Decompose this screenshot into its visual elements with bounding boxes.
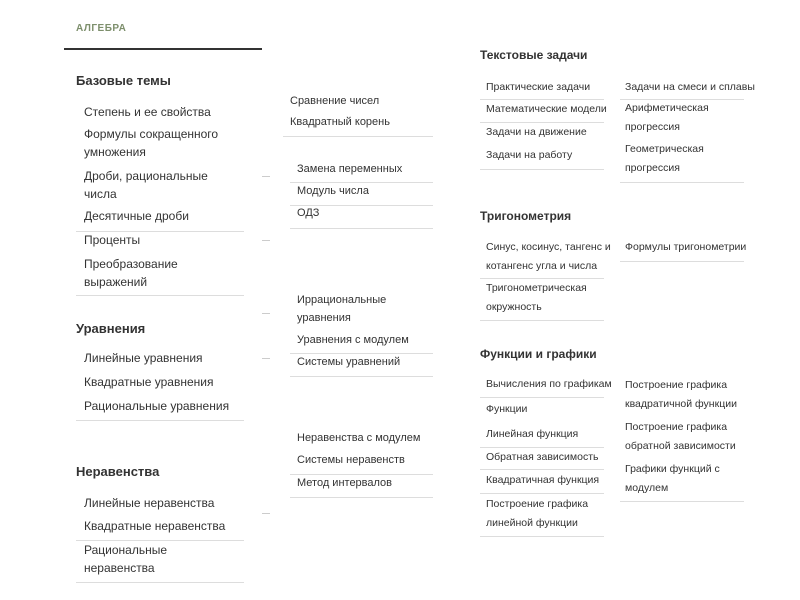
topic-link[interactable]: Сравнение чисел	[290, 95, 380, 107]
topic-link[interactable]: Арифметическая прогрессия	[625, 102, 709, 133]
topic-link[interactable]: Рациональные неравенства	[84, 543, 168, 575]
topic-link[interactable]: Квадратные неравенства	[84, 519, 226, 533]
topic-link[interactable]: Построение графика квадратичной функции	[625, 379, 737, 410]
topic-link[interactable]: Неравенства с модулем	[297, 432, 421, 444]
topic-link[interactable]: Степень и ее свойства	[84, 105, 211, 119]
topic-link[interactable]: Системы неравенств	[297, 454, 405, 466]
topic-link[interactable]: Функции	[486, 403, 528, 415]
topic-link[interactable]: Рациональные уравнения	[84, 399, 230, 413]
dash-mark	[262, 513, 270, 514]
divider	[64, 48, 262, 50]
topic-link[interactable]: Задачи на смеси и сплавы	[625, 81, 755, 93]
topic-link[interactable]: Модуль числа	[297, 185, 369, 197]
topic-link[interactable]: Формулы сокращенного умножения	[84, 127, 219, 159]
topic-link[interactable]: Линейные неравенства	[84, 496, 215, 510]
dash-mark	[262, 240, 270, 241]
section-title-equations: Уравнения	[76, 321, 146, 336]
topic-link[interactable]: Квадратные уравнения	[84, 375, 214, 389]
topic-link[interactable]: Системы уравнений	[297, 356, 401, 368]
divider	[620, 261, 744, 262]
divider	[76, 295, 244, 296]
topic-link[interactable]: Задачи на работу	[486, 149, 573, 161]
topic-link[interactable]: Линейная функция	[486, 428, 579, 440]
divider	[76, 582, 244, 583]
divider	[480, 169, 604, 170]
section-title-basic: Базовые темы	[76, 73, 171, 88]
topic-link[interactable]: Тригонометрическая окружность	[486, 282, 587, 313]
divider	[480, 536, 604, 537]
dash-mark	[262, 313, 270, 314]
divider	[480, 320, 604, 321]
section-title-inequalities: Неравенства	[76, 464, 160, 479]
section-title-functions: Функции и графики	[480, 347, 597, 361]
divider	[480, 469, 604, 470]
category-title: АЛГЕБРА	[76, 23, 127, 34]
topic-link[interactable]: Квадратный корень	[290, 116, 390, 128]
section-title-trig: Тригонометрия	[480, 209, 572, 223]
topic-link[interactable]: Десятичные дроби	[84, 209, 189, 223]
topic-link[interactable]: Задачи на движение	[486, 126, 587, 138]
divider	[620, 182, 744, 183]
topic-link[interactable]: Линейные уравнения	[84, 351, 203, 365]
topic-link[interactable]: Дроби, рациональные числа	[84, 169, 208, 201]
divider	[290, 376, 433, 377]
section-title-text-problems: Текстовые задачи	[480, 48, 588, 62]
divider	[290, 497, 433, 498]
topic-link[interactable]: ОДЗ	[297, 207, 320, 219]
dash-mark	[262, 176, 270, 177]
topic-link[interactable]: Математические модели	[486, 103, 607, 115]
topic-link[interactable]: Построение графика обратной зависимости	[625, 421, 736, 452]
topic-link[interactable]: Замена переменных	[297, 163, 403, 175]
dash-mark	[262, 358, 270, 359]
topic-link[interactable]: Графики функций с модулем	[625, 463, 720, 494]
topic-link[interactable]: Построение графика линейной функции	[486, 498, 589, 529]
topic-link[interactable]: Преобразование выражений	[84, 257, 178, 289]
topic-link[interactable]: Проценты	[84, 233, 141, 247]
topic-link[interactable]: Метод интервалов	[297, 477, 393, 489]
divider	[76, 420, 244, 421]
topic-link[interactable]: Практические задачи	[486, 81, 591, 93]
topic-link[interactable]: Вычисления по графикам	[486, 378, 612, 390]
topic-link[interactable]: Обратная зависимость	[486, 451, 599, 463]
topic-link[interactable]: Квадратичная функция	[486, 474, 600, 486]
topic-link[interactable]: Уравнения с модулем	[297, 334, 409, 346]
divider	[480, 397, 604, 398]
topic-link[interactable]: Иррациональные уравнения	[297, 294, 387, 324]
topic-link[interactable]: Формулы тригонометрии	[625, 241, 747, 253]
topic-link[interactable]: Синус, косинус, тангенс и котангенс угла и числа	[486, 241, 611, 272]
divider	[283, 136, 433, 137]
divider	[480, 493, 604, 494]
topic-link[interactable]: Геометрическая прогрессия	[625, 143, 704, 174]
divider	[620, 501, 744, 502]
divider	[290, 228, 433, 229]
